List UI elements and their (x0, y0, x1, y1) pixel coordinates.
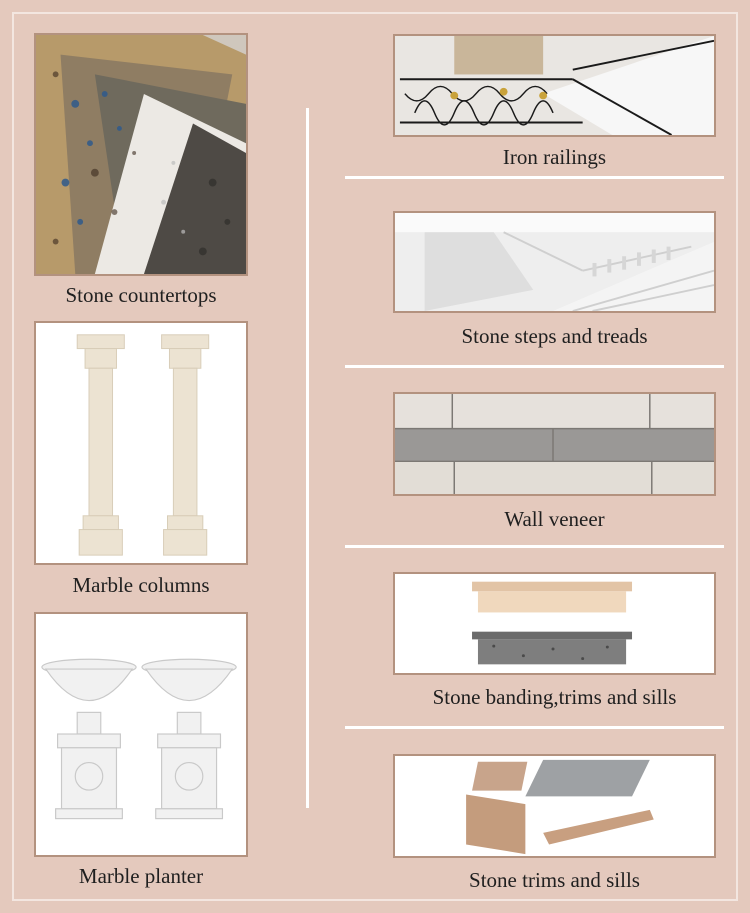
row-divider (345, 545, 724, 548)
caption-banding: Stone banding,trims and sills (432, 685, 677, 709)
caption-steps: Stone steps and treads (461, 324, 648, 348)
columns-image (34, 321, 248, 565)
steps-image (393, 211, 716, 313)
trims-image (393, 754, 716, 858)
caption-veneer: Wall veneer (504, 507, 605, 531)
planter-image (34, 612, 248, 857)
row-divider (345, 176, 724, 179)
veneer-image (393, 392, 716, 496)
caption-planter: Marble planter (78, 864, 204, 888)
row-divider (345, 726, 724, 729)
row-divider (345, 365, 724, 368)
countertops-image (34, 33, 248, 276)
caption-trims: Stone trims and sills (469, 868, 640, 892)
caption-columns: Marble columns (72, 573, 210, 597)
caption-railings: Iron railings (502, 145, 607, 169)
column-divider (306, 108, 309, 808)
banding-image (393, 572, 716, 675)
railings-image (393, 34, 716, 137)
caption-countertops: Stone countertops (65, 283, 217, 307)
